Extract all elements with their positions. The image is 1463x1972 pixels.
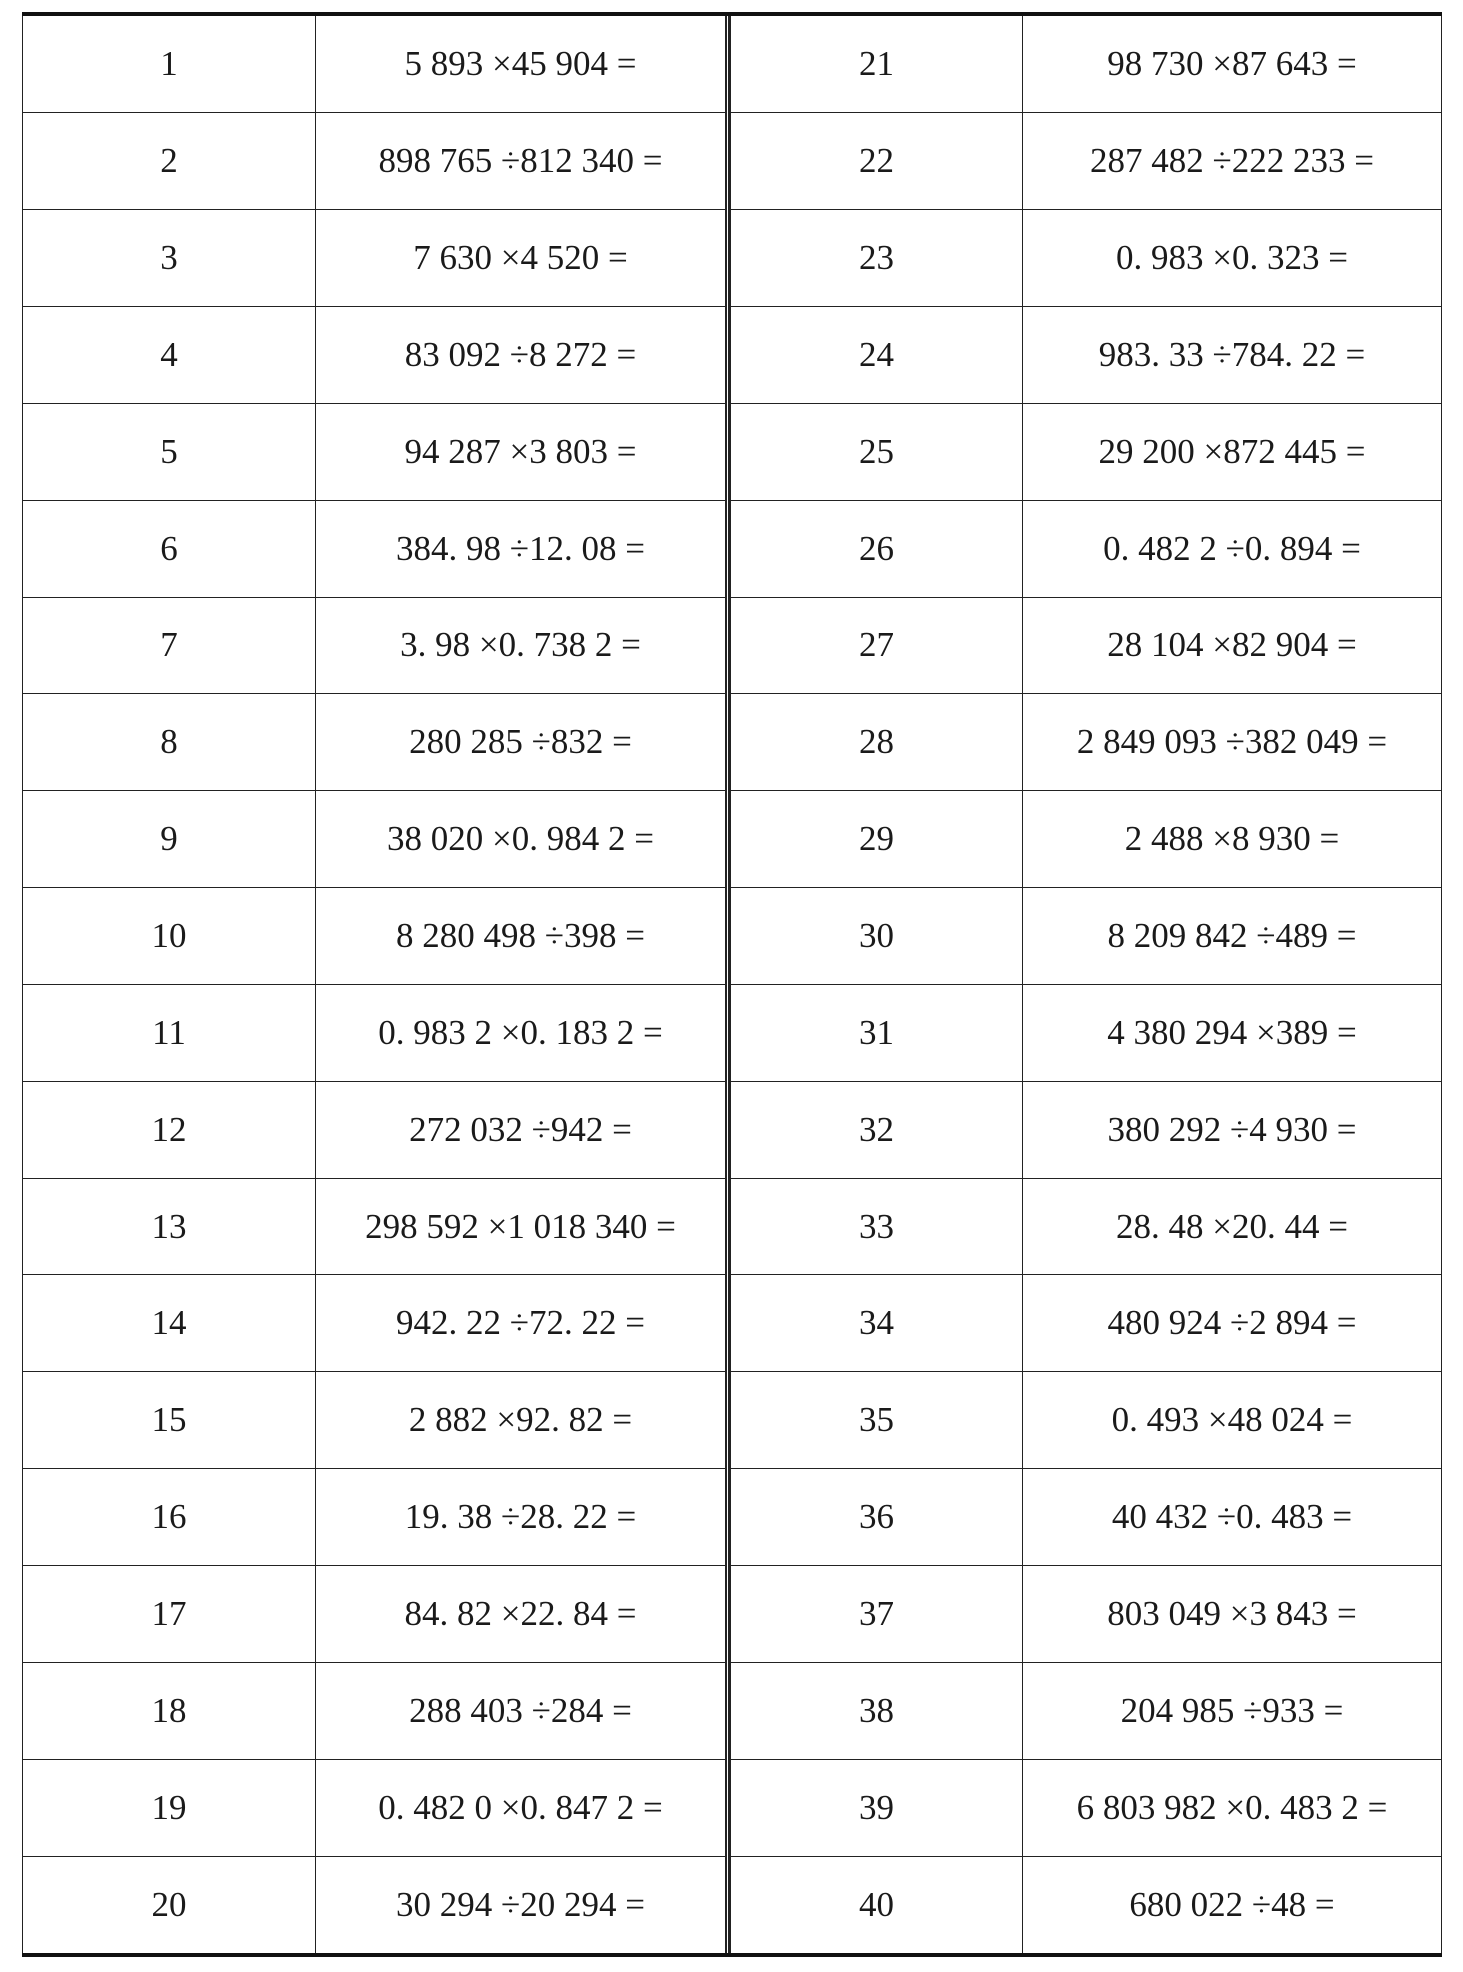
table-row — [731, 1566, 1442, 1663]
problem-number: 33 — [731, 1178, 1023, 1275]
problem-number: 3 — [23, 210, 316, 307]
table-row — [731, 984, 1442, 1081]
problem-number: 23 — [731, 210, 1023, 307]
problem-number: 13 — [23, 1178, 316, 1275]
problem-number: 12 — [23, 1081, 316, 1178]
exercise-table-left — [22, 16, 730, 1953]
table-row — [731, 1469, 1442, 1566]
problem-number: 40 — [731, 1856, 1023, 1953]
problem-number: 31 — [731, 984, 1023, 1081]
problem-expression: 204 985 ÷933 = — [1023, 1662, 1442, 1759]
table-row — [23, 984, 728, 1081]
table-row — [731, 791, 1442, 888]
problem-number: 15 — [23, 1372, 316, 1469]
problem-number: 27 — [731, 597, 1023, 694]
problem-expression: 5 893 ×45 904 = — [316, 16, 728, 113]
problem-expression: 298 592 ×1 018 340 = — [316, 1178, 728, 1275]
table-row — [731, 1178, 1442, 1275]
problem-number: 34 — [731, 1275, 1023, 1372]
problem-expression: 898 765 ÷812 340 = — [316, 113, 728, 210]
problem-number: 7 — [23, 597, 316, 694]
table-row — [23, 210, 728, 307]
problem-expression: 2 849 093 ÷382 049 = — [1023, 694, 1442, 791]
problem-expression: 28 104 ×82 904 = — [1023, 597, 1442, 694]
problem-number: 6 — [23, 500, 316, 597]
problem-number: 16 — [23, 1469, 316, 1566]
table-row — [731, 1275, 1442, 1372]
problem-number: 35 — [731, 1372, 1023, 1469]
problem-expression: 40 432 ÷0. 483 = — [1023, 1469, 1442, 1566]
table-row — [23, 1081, 728, 1178]
problem-number: 28 — [731, 694, 1023, 791]
table-row — [731, 113, 1442, 210]
table-row — [23, 1759, 728, 1856]
problem-number: 36 — [731, 1469, 1023, 1566]
problem-expression: 8 280 498 ÷398 = — [316, 888, 728, 985]
table-row — [731, 694, 1442, 791]
problem-expression: 2 882 ×92. 82 = — [316, 1372, 728, 1469]
table-row — [731, 1759, 1442, 1856]
problem-expression: 384. 98 ÷12. 08 = — [316, 500, 728, 597]
table-row — [23, 694, 728, 791]
table-row — [23, 500, 728, 597]
problem-expression: 6 803 982 ×0. 483 2 = — [1023, 1759, 1442, 1856]
table-row — [731, 403, 1442, 500]
table-row — [731, 1856, 1442, 1953]
table-row — [23, 1662, 728, 1759]
problem-expression: 8 209 842 ÷489 = — [1023, 888, 1442, 985]
problem-expression: 942. 22 ÷72. 22 = — [316, 1275, 728, 1372]
table-row — [23, 16, 728, 113]
table-row — [23, 1372, 728, 1469]
table-row — [23, 1566, 728, 1663]
problem-number: 25 — [731, 403, 1023, 500]
problem-expression: 288 403 ÷284 = — [316, 1662, 728, 1759]
table-row — [731, 1662, 1442, 1759]
problem-number: 18 — [23, 1662, 316, 1759]
table-row — [23, 888, 728, 985]
problem-number: 39 — [731, 1759, 1023, 1856]
problem-number: 14 — [23, 1275, 316, 1372]
problem-number: 4 — [23, 307, 316, 404]
problem-number: 21 — [731, 16, 1023, 113]
problem-number: 17 — [23, 1566, 316, 1663]
problem-expression: 30 294 ÷20 294 = — [316, 1856, 728, 1953]
problem-expression: 287 482 ÷222 233 = — [1023, 113, 1442, 210]
table-row — [23, 1469, 728, 1566]
problem-number: 8 — [23, 694, 316, 791]
table-row — [731, 1372, 1442, 1469]
problem-expression: 0. 493 ×48 024 = — [1023, 1372, 1442, 1469]
problem-expression: 7 630 ×4 520 = — [316, 210, 728, 307]
problem-expression: 0. 482 0 ×0. 847 2 = — [316, 1759, 728, 1856]
table-row — [731, 16, 1442, 113]
problem-expression: 0. 983 2 ×0. 183 2 = — [316, 984, 728, 1081]
problem-expression: 280 285 ÷832 = — [316, 694, 728, 791]
table-row — [731, 500, 1442, 597]
problem-expression: 0. 482 2 ÷0. 894 = — [1023, 500, 1442, 597]
problem-number: 9 — [23, 791, 316, 888]
table-row — [731, 210, 1442, 307]
table-row — [731, 1081, 1442, 1178]
problem-number: 2 — [23, 113, 316, 210]
problem-number: 38 — [731, 1662, 1023, 1759]
table-row — [23, 1275, 728, 1372]
exercise-table-right — [730, 16, 1442, 1953]
table-row — [731, 597, 1442, 694]
problem-expression: 983. 33 ÷784. 22 = — [1023, 307, 1442, 404]
table-row — [23, 403, 728, 500]
problem-number: 11 — [23, 984, 316, 1081]
problem-expression: 803 049 ×3 843 = — [1023, 1566, 1442, 1663]
problem-expression: 29 200 ×872 445 = — [1023, 403, 1442, 500]
problem-expression: 0. 983 ×0. 323 = — [1023, 210, 1442, 307]
table-row — [23, 1856, 728, 1953]
problem-number: 26 — [731, 500, 1023, 597]
problem-number: 22 — [731, 113, 1023, 210]
problem-expression: 83 092 ÷8 272 = — [316, 307, 728, 404]
table-row — [731, 888, 1442, 985]
problem-expression: 38 020 ×0. 984 2 = — [316, 791, 728, 888]
table-row — [23, 1178, 728, 1275]
table-row — [23, 791, 728, 888]
problem-number: 37 — [731, 1566, 1023, 1663]
problem-expression: 480 924 ÷2 894 = — [1023, 1275, 1442, 1372]
problem-number: 20 — [23, 1856, 316, 1953]
table-row — [23, 597, 728, 694]
problem-expression: 28. 48 ×20. 44 = — [1023, 1178, 1442, 1275]
table-row — [731, 307, 1442, 404]
problem-number: 5 — [23, 403, 316, 500]
problem-expression: 84. 82 ×22. 84 = — [316, 1566, 728, 1663]
problem-expression: 98 730 ×87 643 = — [1023, 16, 1442, 113]
problem-number: 32 — [731, 1081, 1023, 1178]
problem-expression: 3. 98 ×0. 738 2 = — [316, 597, 728, 694]
problem-expression: 380 292 ÷4 930 = — [1023, 1081, 1442, 1178]
problem-number: 10 — [23, 888, 316, 985]
problem-number: 1 — [23, 16, 316, 113]
problem-expression: 272 032 ÷942 = — [316, 1081, 728, 1178]
exercise-table — [22, 12, 1442, 1957]
problem-number: 19 — [23, 1759, 316, 1856]
problem-expression: 2 488 ×8 930 = — [1023, 791, 1442, 888]
table-row — [23, 307, 728, 404]
problem-number: 30 — [731, 888, 1023, 985]
table-row — [23, 113, 728, 210]
problem-number: 29 — [731, 791, 1023, 888]
problem-expression: 19. 38 ÷28. 22 = — [316, 1469, 728, 1566]
problem-expression: 680 022 ÷48 = — [1023, 1856, 1442, 1953]
problem-number: 24 — [731, 307, 1023, 404]
problem-expression: 94 287 ×3 803 = — [316, 403, 728, 500]
problem-expression: 4 380 294 ×389 = — [1023, 984, 1442, 1081]
